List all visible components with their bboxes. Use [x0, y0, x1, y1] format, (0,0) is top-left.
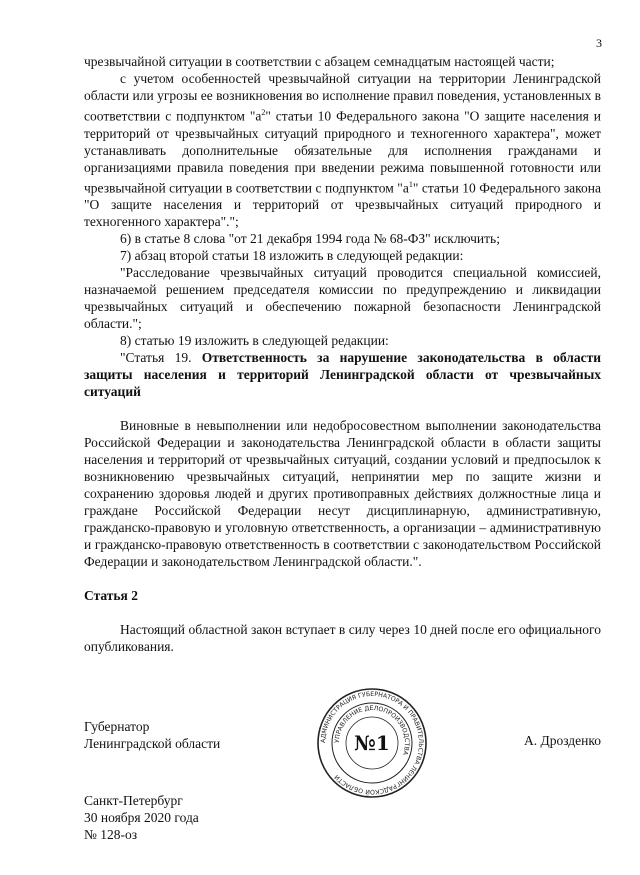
document-body	[84, 53, 601, 655]
document-footer	[84, 792, 199, 843]
governor-title: Губернатор Ленинградской области	[84, 719, 221, 751]
article-2-heading: Статья 2	[84, 588, 138, 603]
signature-block	[84, 690, 601, 796]
article-19-heading: "Статья 19. Ответственность за нарушение законодательства в области защиты населения и территорий Ленинградской области от чрезвычайных ситуаций	[84, 350, 602, 399]
item-6: 6) в статье 8 слова "от 21 декабря 1994 года № 68-ФЗ" исключить;	[120, 231, 500, 246]
seal-number: №1	[354, 731, 390, 755]
city: Санкт-Петербург	[84, 793, 183, 808]
seal-outer-text: АДМИНИСТРАЦИЯ ГУБЕРНАТОРА И ПРАВИТЕЛЬСТВА ЛЕНИНГРАДСКОЙ ОБЛАСТИ	[319, 690, 425, 796]
date: 30 ноября 2020 года	[84, 810, 199, 825]
page-number: 3	[596, 36, 602, 50]
law-number: № 128-оз	[84, 827, 138, 842]
item-7: 7) абзац второй статьи 18 изложить в следующей редакции:	[120, 248, 464, 263]
seal-inner-text: УПРАВЛЕНИЕ ДЕЛОПРОИЗВОДСТВА	[333, 704, 411, 756]
liability-paragraph: Виновные в невыполнении или недобросовестном выполнении законодательства Российской Федерации и законодательства Ленинградской области в области защиты населения и территорий от чрезвычайных ситуаций, создании условий и предпосылок к возникновению чрезвычайных ситуаций, непринятии мер по защите жизни и сохранению здоровья людей и других противоправных действиях должностные лица и граждане Российской Федерации несут дисциплинарную, административную, гражданско-правовую и уголовную ответственность, а организации – административную и гражданско-правовую ответственность в соответствии с законодательством Российской Федерации и законодательством Ленинградской области.".	[84, 418, 601, 569]
paragraph-features: с учетом особенностей чрезвычайной ситуации на территории Ленинградской области или угрозы ее возникновения во исполнение правил поведения, установленных в соответствии с подпунктом "$а^2$" статьи 10 Федерального закона "О защите населения и территорий от чрезвычайных ситуаций природного и техногенного характера", может устанавливать дополнительные обязательные для исполнения гражданами и организациями правила поведения при введении режима повышенной готовности или чрезвычайной ситуации в соответствии с подпунктом "$а^1$" статьи 10 Федерального закона "О защите населения и территорий от чрезвычайных ситуаций природного и техногенного характера".";	[84, 71, 601, 229]
paragraph-continuation: чрезвычайной ситуации в соответствии с абзацем семнадцатым настоящей части;	[84, 54, 555, 69]
article-2-text: Настоящий областной закон вступает в силу через 10 дней после его официального опубликования.	[84, 622, 601, 654]
item-8: 8) статью 19 изложить в следующей редакции:	[120, 333, 389, 348]
quote-investigation: "Расследование чрезвычайных ситуаций проводится специальной комиссией, назначаемой решением председателя комиссии по предупреждению и ликвидации чрезвычайных ситуаций и обеспечению пожарной безопасности Ленинградской области.";	[84, 265, 601, 331]
official-seal	[316, 687, 428, 799]
governor-name: А. Дрозденко	[523, 733, 601, 748]
